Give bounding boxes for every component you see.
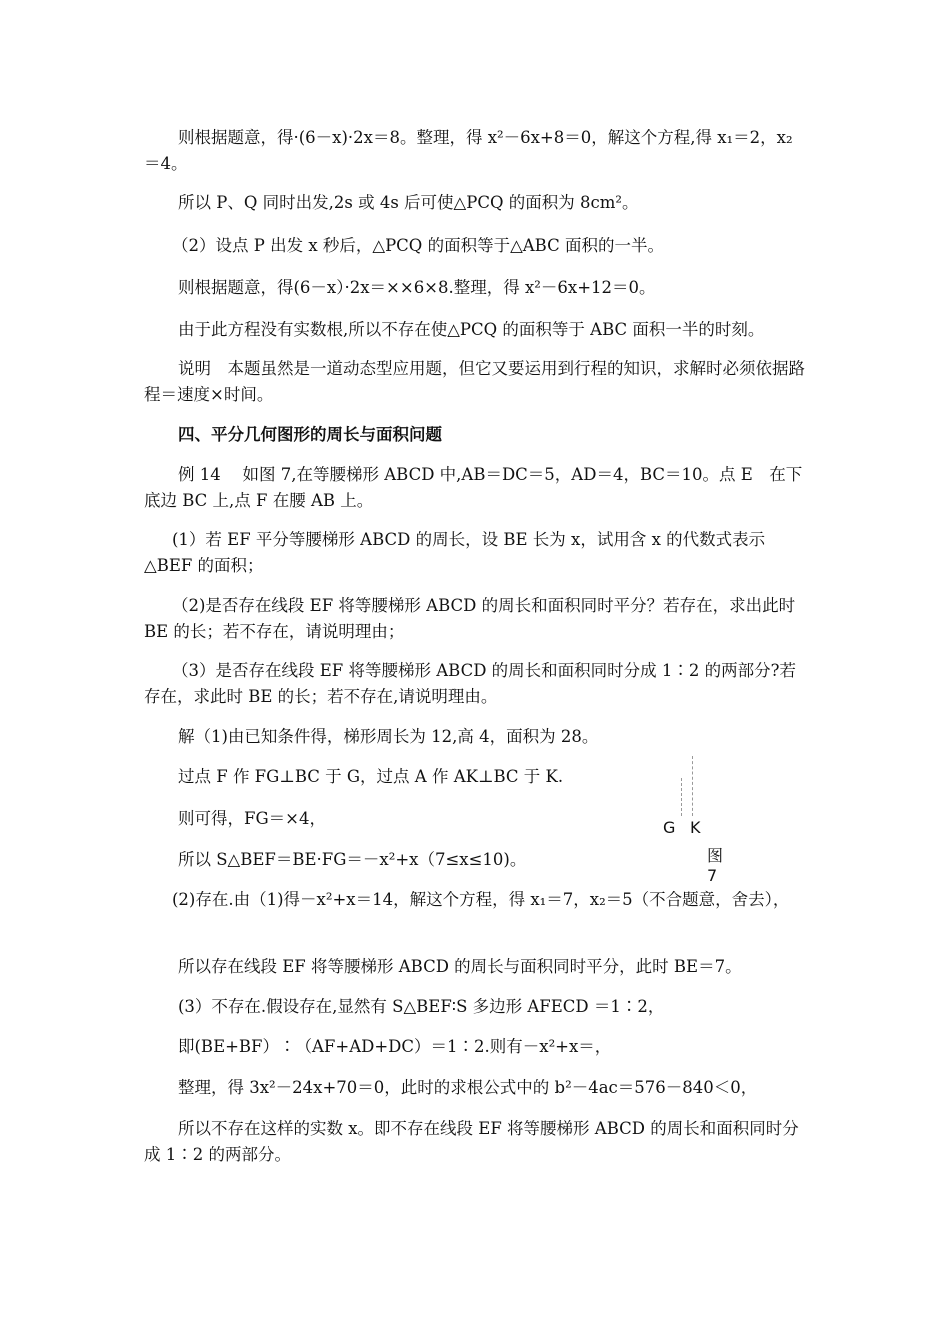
dashed-line-ak [692, 756, 693, 816]
paragraph-part-2: （2）设点 P 出发 x 秒后，△PCQ 的面积等于△ABC 面积的一半。 [172, 236, 664, 255]
section-heading: 四、平分几何图形的周长与面积问题 [178, 425, 442, 444]
dashed-line-fg [681, 778, 682, 816]
paragraph-construction: 过点 F 作 FG⊥BC 于 G，过点 A 作 AK⊥BC 于 K. [178, 767, 564, 786]
paragraph-question-1: (1）若 EF 平分等腰梯形 ABCD 的周长，设 BE 长为 x，试用含 x 的代数式表示△BEF 的面积； [144, 530, 766, 575]
paragraph-ratio: 即(BE+BF）∶（AF+AD+DC）＝1∶2.则有－x²+x＝， [178, 1037, 612, 1056]
figure-caption: 图 7 [707, 846, 724, 885]
paragraph-question-3: （3）是否存在线段 EF 将等腰梯形 ABCD 的周长和面积同时分成 1∶2 的两部分?若存在，求此时 BE 的长；若不存在,请说明理由。 [144, 661, 797, 706]
paragraph-answer-2: (2)存在.由（1)得－x²+x＝14，解这个方程，得 x₁＝7，x₂＝5（不合题意，舍去）， [172, 890, 790, 909]
paragraph-conclusion-2: 所以存在线段 EF 将等腰梯形 ABCD 的周长与面积同时平分，此时 BE＝7。 [178, 957, 742, 976]
paragraph-discriminant: 整理，得 3x²－24x+70＝0，此时的求根公式中的 b²－4ac＝576－840＜0， [178, 1078, 758, 1097]
paragraph-conclusion-1: 所以 P、Q 同时出发,2s 或 4s 后可使△PCQ 的面积为 8cm²。 [178, 193, 639, 212]
paragraph-equation-2: 则根据题意，得(6－x）·2x＝××6×8.整理，得 x²－6x+12＝0。 [178, 278, 656, 297]
point-label-g: G [663, 818, 676, 837]
paragraph-answer-3: (3）不存在.假设存在,显然有 S△BEF∶S 多边形 AFECD ＝1∶2， [178, 997, 665, 1016]
paragraph-example-14: 例 14 如图 7,在等腰梯形 ABCD 中,AB＝DC＝5，AD＝4，BC＝10。点 E 在下底边 BC 上,点 F 在腰 AB 上。 [144, 465, 803, 510]
paragraph-no-root: 由于此方程没有实数根,所以不存在使△PCQ 的面积等于 ABC 面积一半的时刻。 [178, 320, 765, 339]
paragraph-answer-1: 解（1)由已知条件得，梯形周长为 12,高 4，面积为 28。 [178, 727, 599, 746]
paragraph-solution-eq: 则根据题意，得·(6－x)·2x＝8。整理，得 x²－6x+8＝0，解这个方程,得 x₁＝2，x₂＝4。 [144, 128, 793, 173]
paragraph-final: 所以不存在这样的实数 x。即不存在线段 EF 将等腰梯形 ABCD 的周长和面积同时分成 1∶2 的两部分。 [144, 1119, 799, 1164]
paragraph-fg: 则可得，FG＝×4， [178, 809, 326, 828]
paragraph-question-2: （2)是否存在线段 EF 将等腰梯形 ABCD 的周长和面积同时平分？若存在，求出此时 BE 的长；若不存在，请说明理由； [144, 596, 801, 641]
paragraph-area-expression: 所以 S△BEF＝BE·FG＝－x²+x（7≤x≤10)。 [178, 850, 527, 869]
point-label-k: K [690, 818, 701, 837]
paragraph-note: 说明 本题虽然是一道动态型应用题，但它又要运用到行程的知识，求解时必须依据路程＝速度×时间。 [144, 359, 805, 404]
